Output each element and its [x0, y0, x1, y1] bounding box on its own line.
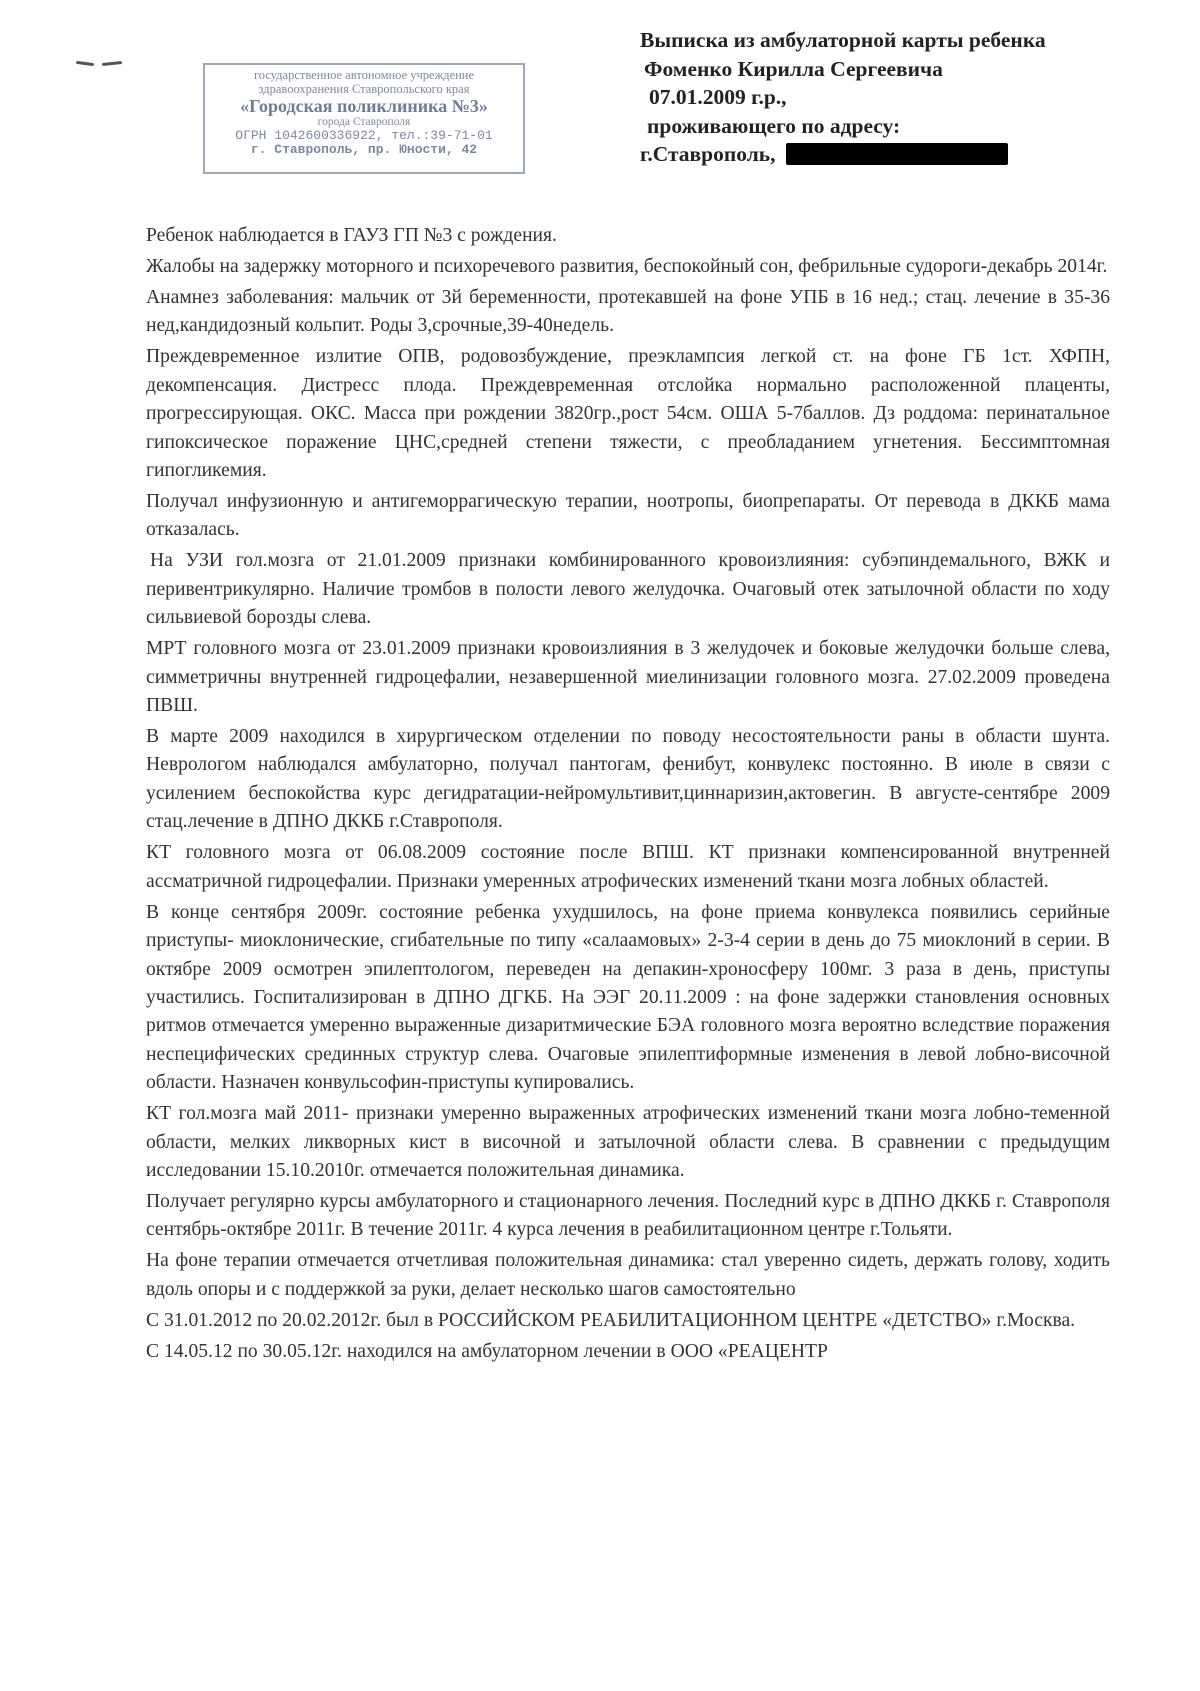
- paragraph-rehab-moscow: С 31.01.2012 по 20.02.2012г. был в РОССИЙСКОМ РЕАБИЛИТАЦИОННОМ ЦЕНТРЕ «ДЕТСТВО» г.Москва.: [146, 1309, 1076, 1331]
- address-line: [640, 140, 1160, 169]
- document-header: [640, 26, 1160, 169]
- birth-date: 07.01.2009 г.р.,: [649, 85, 787, 109]
- paragraph-neonatal-therapy: Получал инфузионную и антигеморрагическую терапии, ноотропы, биопрепараты. От перевода в ДККБ мама отказалась.: [146, 491, 1110, 541]
- patient-name: Фоменко Кирилла Сергеевича: [644, 56, 943, 81]
- paragraph-complaints: Жалобы на задержку моторного и психоречевого развития, беспокойный сон, фебрильные судороги-декабрь 2014г.: [146, 256, 1108, 277]
- stamp-line-clinic-name: «Городская поликлиника №3»: [240, 95, 488, 116]
- stamp-line-region: здравоохранения Ставропольского края: [258, 81, 470, 96]
- stamp-line-address: г. Ставрополь, пр. Юности, 42: [250, 142, 478, 158]
- paragraph-treatment-courses: Получает регулярно курсы амбулаторного и стационарного лечения. Последний курс в ДПНО ДККБ г. Ставрополя сентябрь-октябре 2011г. В течение 2011г. 4 курса лечения в реабилитационном центре г.Тольяти.: [146, 1190, 1110, 1241]
- paragraph-observation: Ребенок наблюдается в ГАУЗ ГП №3 с рождения.: [146, 225, 557, 246]
- paragraph-ct-2009: КТ головного мозга от 06.08.2009 состояние после ВПШ. КТ признаки компенсированной внутренней ассматричной гидроцефалии. Признаки умеренных атрофических изменений ткани мозга лобных областей.: [146, 842, 1110, 892]
- paragraph-reacenter: С 14.05.12 по 30.05.12г. находился на амбулаторном лечении в ООО «РЕАЦЕНТР: [146, 1340, 828, 1362]
- document-body: [146, 222, 1110, 1369]
- paragraph-ct-2011: КТ гол.мозга май 2011- признаки умеренно выраженных атрофических изменений ткани мозга лобно-теменной области, мелких ликворных кист в височной и затылочной области слева. В сравнении с предыдущим исследовании 15.10.2010г. отмечается положительная динамика.: [146, 1103, 1110, 1181]
- scan-mark-stroke: [102, 61, 122, 66]
- redacted-address-block: [786, 143, 1008, 165]
- stamp-line-ogrn-phone: ОГРН 1042600336922, тел.:39-71-01: [235, 127, 493, 143]
- address-label: проживающего по адресу:: [647, 113, 901, 138]
- stamp-line-city: города Ставрополя: [317, 116, 411, 129]
- paragraph-seizures: В конце сентября 2009г. состояние ребенка ухудшилось, на фоне приема конвулекса появились серийные приступы- миоклонические, сгибательные по типу «салаамовых» 2-3-4 серии в день до 75 миоклоний в серии. В октябре 2009 осмотрен эпилептологом, переведен на депакин-хроносферу 100мг. 3 раза в день, приступы участились. Госпитализирован в ДПНО ДГКБ. На ЭЭГ 20.11.2009 : на фоне задержки становления основных ритмов отмечается умеренно выраженные дизаритмические БЭА головного мозга вероятно вследствие поражения неспецифических срединных структур слева. Очаговые эпилептиформные изменения в левой лобно-височной области. Назначен конвульсофин-приступы купировались.: [146, 901, 1110, 1094]
- paragraph-progress: На фоне терапии отмечается отчетливая положительная динамика: стал уверенно сидеть, держать голову, ходить вдоль опоры и с поддержкой за руки, делает несколько шагов самостоятельно: [146, 1250, 1110, 1300]
- clinic-stamp: [203, 63, 525, 174]
- paragraph-anamnesis: Анамнез заболевания: мальчик от 3й беременности, протекавшей на фоне УПБ в 16 нед.; стац. лечение в 35-36 нед,кандидозный кольпит. Роды 3,срочные,39-40недель.: [146, 287, 1110, 337]
- scan-mark-stroke: [76, 61, 94, 66]
- stamp-line-org-type: государственное автономное учреждение: [253, 68, 475, 82]
- paragraph-mri: МРТ головного мозга от 23.01.2009 признаки кровоизлияния в 3 желудочек и боковые желудочки больше слева, симметричны внутренней гидроцефалии, незавершенной миелинизации головного мозга. 27.02.2009 проведена ПВШ.: [146, 638, 1110, 717]
- address-city: г.Ставрополь,: [640, 142, 776, 166]
- scan-artifact-mark: [76, 62, 126, 70]
- paragraph-surgery-2009: В марте 2009 находился в хирургическом отделении по поводу несостоятельности раны в области шунта. Неврологом наблюдался амбулаторно, получал пантогам, фенибут, конвулекс постоянно. В июле в связи с усилением беспокойства курс дегидратации-нейромультивит,циннаризин,актовегин. В августе-сентябре 2009 стац.лечение в ДПНО ДККБ г.Ставрополя.: [146, 726, 1110, 833]
- document-title: Выписка из амбулаторной карты ребенка: [640, 28, 1046, 52]
- paragraph-ultrasound: На УЗИ гол.мозга от 21.01.2009 признаки комбинированного кровоизлияния: субэпиндемального, ВЖК и перивентрикулярно. Наличие тромбов в полости левого желудочка. Очаговый отек затылочной области по ходу сильвиевой борозды слева.: [146, 550, 1110, 629]
- paragraph-birth-details: Преждевременное излитие ОПВ, родовозбуждение, преэклампсия легкой ст. на фоне ГБ 1ст. ХФПН, декомпенсация. Дистресс плода. Преждевременная отслойка нормально расположенной плаценты, прогрессирующая. ОКС. Масса при рождении 3820гр.,рост 54см. ОША 5-7баллов. Дз роддома: перинатальное гипоксическое поражение ЦНС,средней степени тяжести, с преобладанием угнетения. Бессимптомная гипогликемия.: [146, 346, 1110, 482]
